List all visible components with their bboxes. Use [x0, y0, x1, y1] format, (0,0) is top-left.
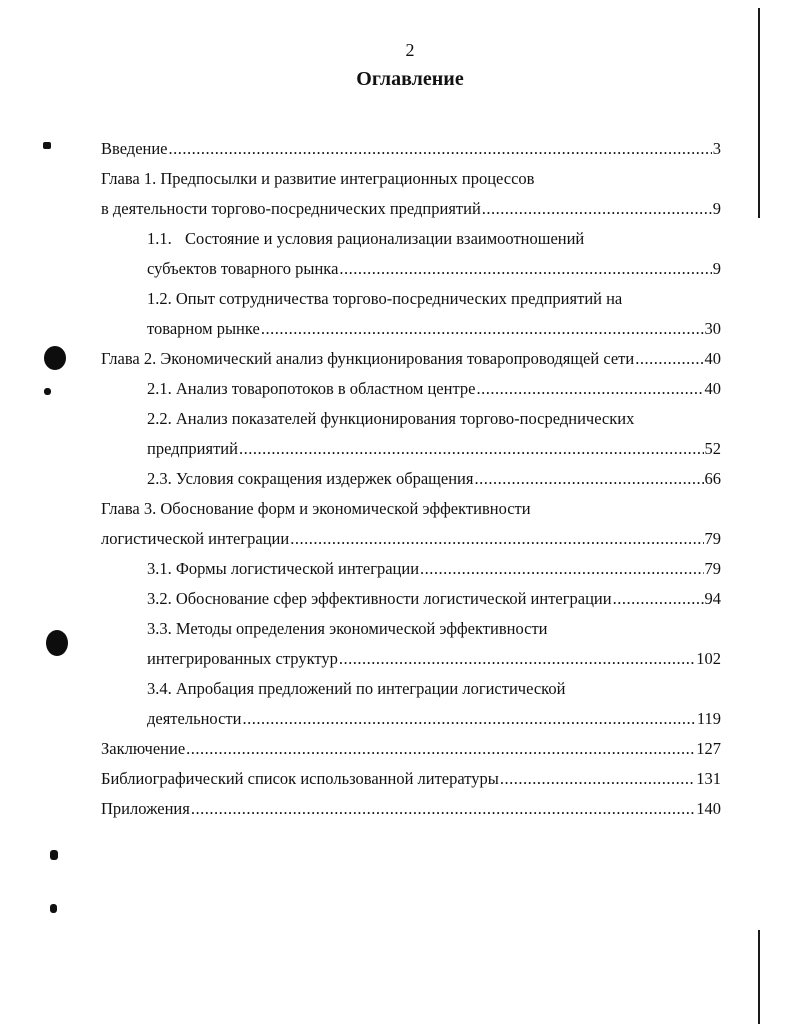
toc-entry-section-3-4-cont	[101, 704, 721, 734]
toc-entry-page: 9	[712, 259, 721, 278]
page-number: 2	[405, 40, 415, 60]
dot-leader	[339, 644, 695, 674]
toc-entry-section-2-2	[101, 404, 721, 434]
toc-entry-text: 3.3. Методы определения экономической эффективности	[147, 619, 548, 638]
dot-leader	[261, 314, 704, 344]
toc-entry-text: 2.2. Анализ показателей функционирования торгово-посреднических	[147, 409, 635, 428]
toc-entry-chapter-3	[101, 494, 721, 524]
dot-leader	[476, 374, 703, 404]
scan-edge-line-bottom	[758, 930, 760, 1024]
punch-hole-mark	[46, 630, 68, 656]
toc-entry-section-3-1	[101, 554, 721, 584]
toc-entry-text: Введение	[101, 139, 168, 158]
toc-entry-page: 119	[696, 709, 721, 728]
scan-speck	[43, 142, 51, 149]
toc-entry-section-1-2	[101, 284, 721, 314]
toc-entry-text: субъектов товарного рынка	[147, 259, 339, 278]
toc-entry-conclusion	[101, 734, 721, 764]
toc-entry-text: Глава 1. Предпосылки и развитие интеграционных процессов	[101, 169, 535, 188]
toc-entry-page: 94	[704, 589, 721, 608]
dot-leader	[239, 434, 704, 464]
toc-entry-section-3-3-cont	[101, 644, 721, 674]
toc-entry-page: 102	[696, 649, 721, 668]
toc-entry-text: 1.2. Опыт сотрудничества торгово-посреднических предприятий на	[147, 289, 623, 308]
toc-entry-text: 3.4. Апробация предложений по интеграции логистической	[147, 679, 566, 698]
scan-speck	[50, 904, 57, 913]
toc-entry-section-1-1	[101, 224, 721, 254]
toc-entry-chapter-1-cont	[101, 194, 721, 224]
toc-entry-page: 9	[712, 199, 721, 218]
toc-entry-bibliography	[101, 764, 721, 794]
toc-entry-text: Состояние и условия рационализации взаимоотношений	[185, 229, 585, 248]
toc-entry-text: предприятий	[147, 439, 238, 458]
toc-entry-chapter-2	[101, 344, 721, 374]
toc-entry-text: Приложения	[101, 799, 190, 818]
scan-speck	[50, 850, 58, 860]
toc-entry-section-3-3	[101, 614, 721, 644]
toc-entry-text: интегрированных структур	[147, 649, 338, 668]
toc-entry-appendices	[101, 794, 721, 824]
toc-entry-section-2-3	[101, 464, 721, 494]
dot-leader	[635, 344, 703, 374]
toc-entry-section-2-1	[101, 374, 721, 404]
dot-leader	[500, 764, 695, 794]
toc-entry-page: 40	[704, 379, 721, 398]
dot-leader	[186, 734, 695, 764]
toc-entry-page: 127	[696, 739, 721, 758]
toc-entry-page: 52	[704, 439, 721, 458]
dot-leader	[242, 704, 695, 734]
toc-entry-page: 30	[704, 319, 721, 338]
dot-leader	[191, 794, 695, 824]
toc-entry-text: 2.3. Условия сокращения издержек обращения	[147, 469, 474, 488]
toc-entry-page: 66	[704, 469, 721, 488]
punch-hole-mark	[44, 346, 66, 370]
scan-speck	[44, 388, 51, 395]
toc-entry-text: 3.2. Обоснование сфер эффективности логистической интеграции	[147, 589, 612, 608]
toc-entry-text: 3.1. Формы логистической интеграции	[147, 559, 420, 578]
dot-leader	[420, 554, 703, 584]
table-of-contents	[101, 134, 721, 824]
toc-entry-section-1-2-cont	[101, 314, 721, 344]
toc-entry-section-3-2	[101, 584, 721, 614]
page-title: Оглавление	[356, 68, 464, 90]
toc-entry-text: 2.1. Анализ товаропотоков в областном центре	[147, 379, 476, 398]
toc-entry-text: логистической интеграции	[101, 529, 290, 548]
dot-leader	[474, 464, 703, 494]
toc-entry-page: 3	[712, 139, 721, 158]
toc-entry-text: Глава 3. Обоснование форм и экономической эффективности	[101, 499, 531, 518]
toc-entry-introduction	[101, 134, 721, 164]
toc-entry-page: 131	[696, 769, 721, 788]
toc-entry-text: в деятельности торгово-посреднических предприятий	[101, 199, 481, 218]
toc-entry-text: Глава 2. Экономический анализ функционирования товаропроводящей сети	[101, 349, 635, 368]
toc-entry-section-2-2-cont	[101, 434, 721, 464]
toc-entry-text: Заключение	[101, 739, 186, 758]
toc-entry-chapter-3-cont	[101, 524, 721, 554]
toc-entry-number: 1.1.	[147, 229, 172, 248]
toc-entry-page: 40	[704, 349, 721, 368]
toc-entry-text: товарном рынке	[147, 319, 260, 338]
dot-leader	[290, 524, 703, 554]
dot-leader	[482, 194, 712, 224]
toc-entry-text: деятельности	[147, 709, 242, 728]
toc-entry-page: 79	[704, 529, 721, 548]
toc-entry-section-1-1-cont	[101, 254, 721, 284]
toc-entry-text: Библиографический список использованной литературы	[101, 769, 499, 788]
dot-leader	[613, 584, 704, 614]
toc-entry-chapter-1	[101, 164, 721, 194]
toc-entry-page: 140	[696, 799, 721, 818]
toc-entry-page: 79	[704, 559, 721, 578]
dot-leader	[339, 254, 711, 284]
dot-leader	[169, 134, 712, 164]
toc-entry-section-3-4	[101, 674, 721, 704]
